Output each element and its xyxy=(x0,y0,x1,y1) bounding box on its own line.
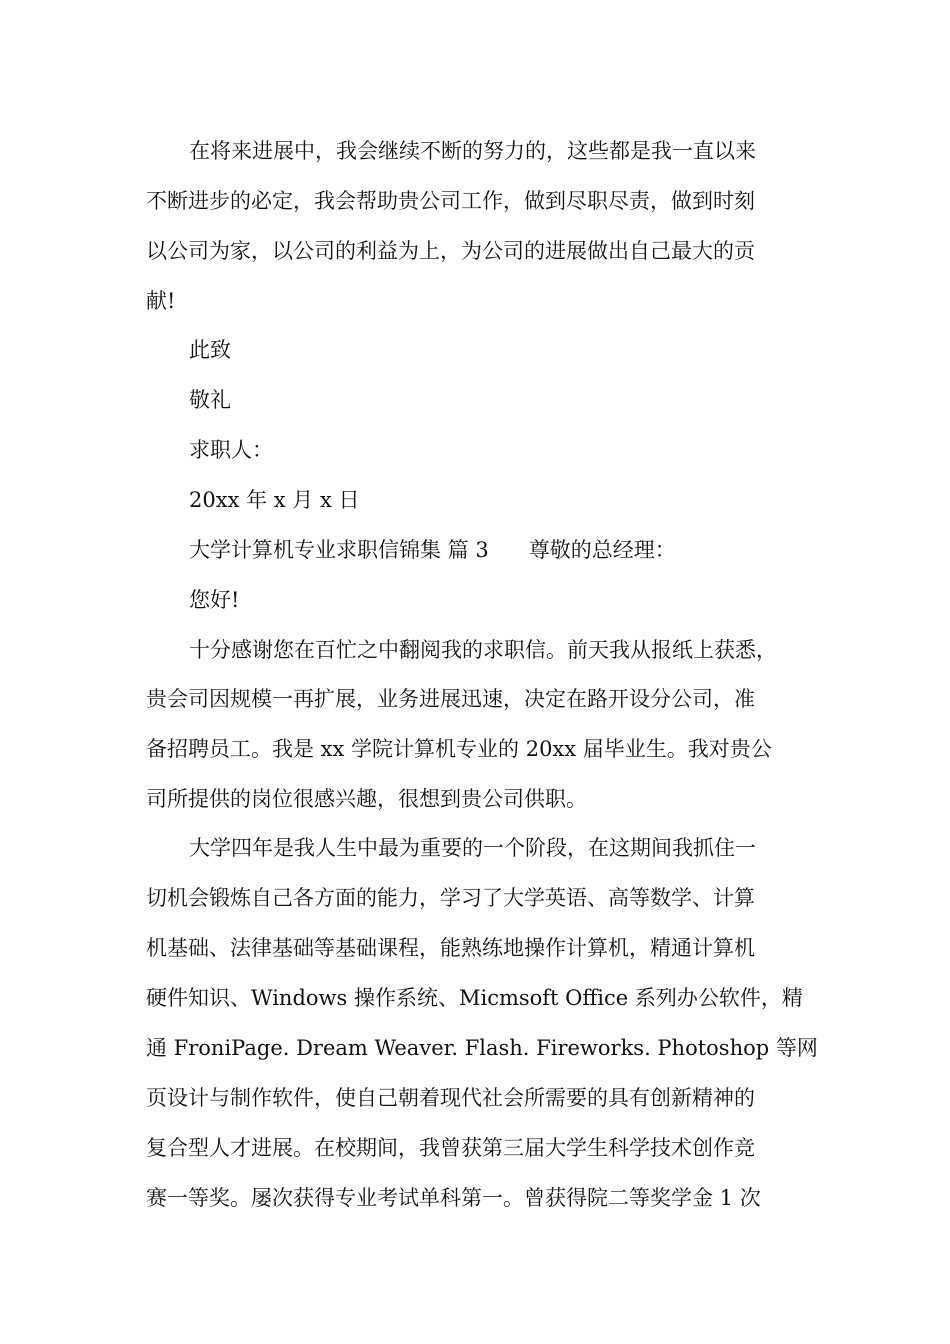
greeting: 您好! xyxy=(189,588,240,612)
para1-line-1: 在将来进展中，我会继续不断的努力的，这些都是我一直以来 xyxy=(189,139,756,163)
para1-line-3: 以公司为家，以公司的利益为上，为公司的进展做出自己最大的贡 xyxy=(146,239,755,263)
section-title: 大学计算机专业求职信锦集 篇 3 xyxy=(189,538,489,562)
closing-jing-li: 敬礼 xyxy=(189,388,231,412)
para3-line-4: 硬件知识、Windows 操作系统、Micmsoft Office 系列办公软件，精 xyxy=(146,986,803,1010)
para3-line-6: 页设计与制作软件，使自己朝着现代社会所需要的具有创新精神的 xyxy=(146,1086,755,1110)
para3-line-5: 通 FroniPage. Dream Weaver. Flash. Fireworks. Photoshop 等网 xyxy=(146,1036,818,1060)
para1-line-2: 不断进步的必定，我会帮助贵公司工作，做到尽职尽责，做到时刻 xyxy=(146,189,755,213)
para2-line-4: 司所提供的岗位很感兴趣，很想到贵公司供职。 xyxy=(146,787,587,811)
para2-line-1: 十分感谢您在百忙之中翻阅我的求职信。前天我从报纸上获悉， xyxy=(189,638,777,662)
para3-line-1: 大学四年是我人生中最为重要的一个阶段，在这期间我抓住一 xyxy=(189,836,756,860)
salutation: 尊敬的总经理： xyxy=(528,538,676,562)
closing-ci-zhi: 此致 xyxy=(189,338,231,362)
para2-line-2: 贵会司因规模一再扩展，业务进展迅速，决定在路开设分公司，准 xyxy=(146,687,755,711)
para3-line-2: 切机会锻炼自己各方面的能力，学习了大学英语、高等数学、计算 xyxy=(146,886,755,910)
para3-line-7: 复合型人才进展。在校期间，我曾获第三届大学生科学技术创作竞 xyxy=(146,1136,755,1160)
section-heading-row xyxy=(189,532,676,568)
para3-line-3: 机基础、法律基础等基础课程，能熟练地操作计算机，精通计算机 xyxy=(146,936,755,960)
letter-date: 20xx 年 x 月 x 日 xyxy=(189,488,360,512)
para3-line-8: 赛一等奖。屡次获得专业考试单科第一。曾获得院二等奖学金 1 次 xyxy=(146,1186,761,1210)
para1-line-4: 献! xyxy=(146,289,176,313)
applicant-label: 求职人： xyxy=(189,438,273,462)
para2-line-3: 备招聘员工。我是 xx 学院计算机专业的 20xx 届毕业生。我对贵公 xyxy=(146,737,772,761)
